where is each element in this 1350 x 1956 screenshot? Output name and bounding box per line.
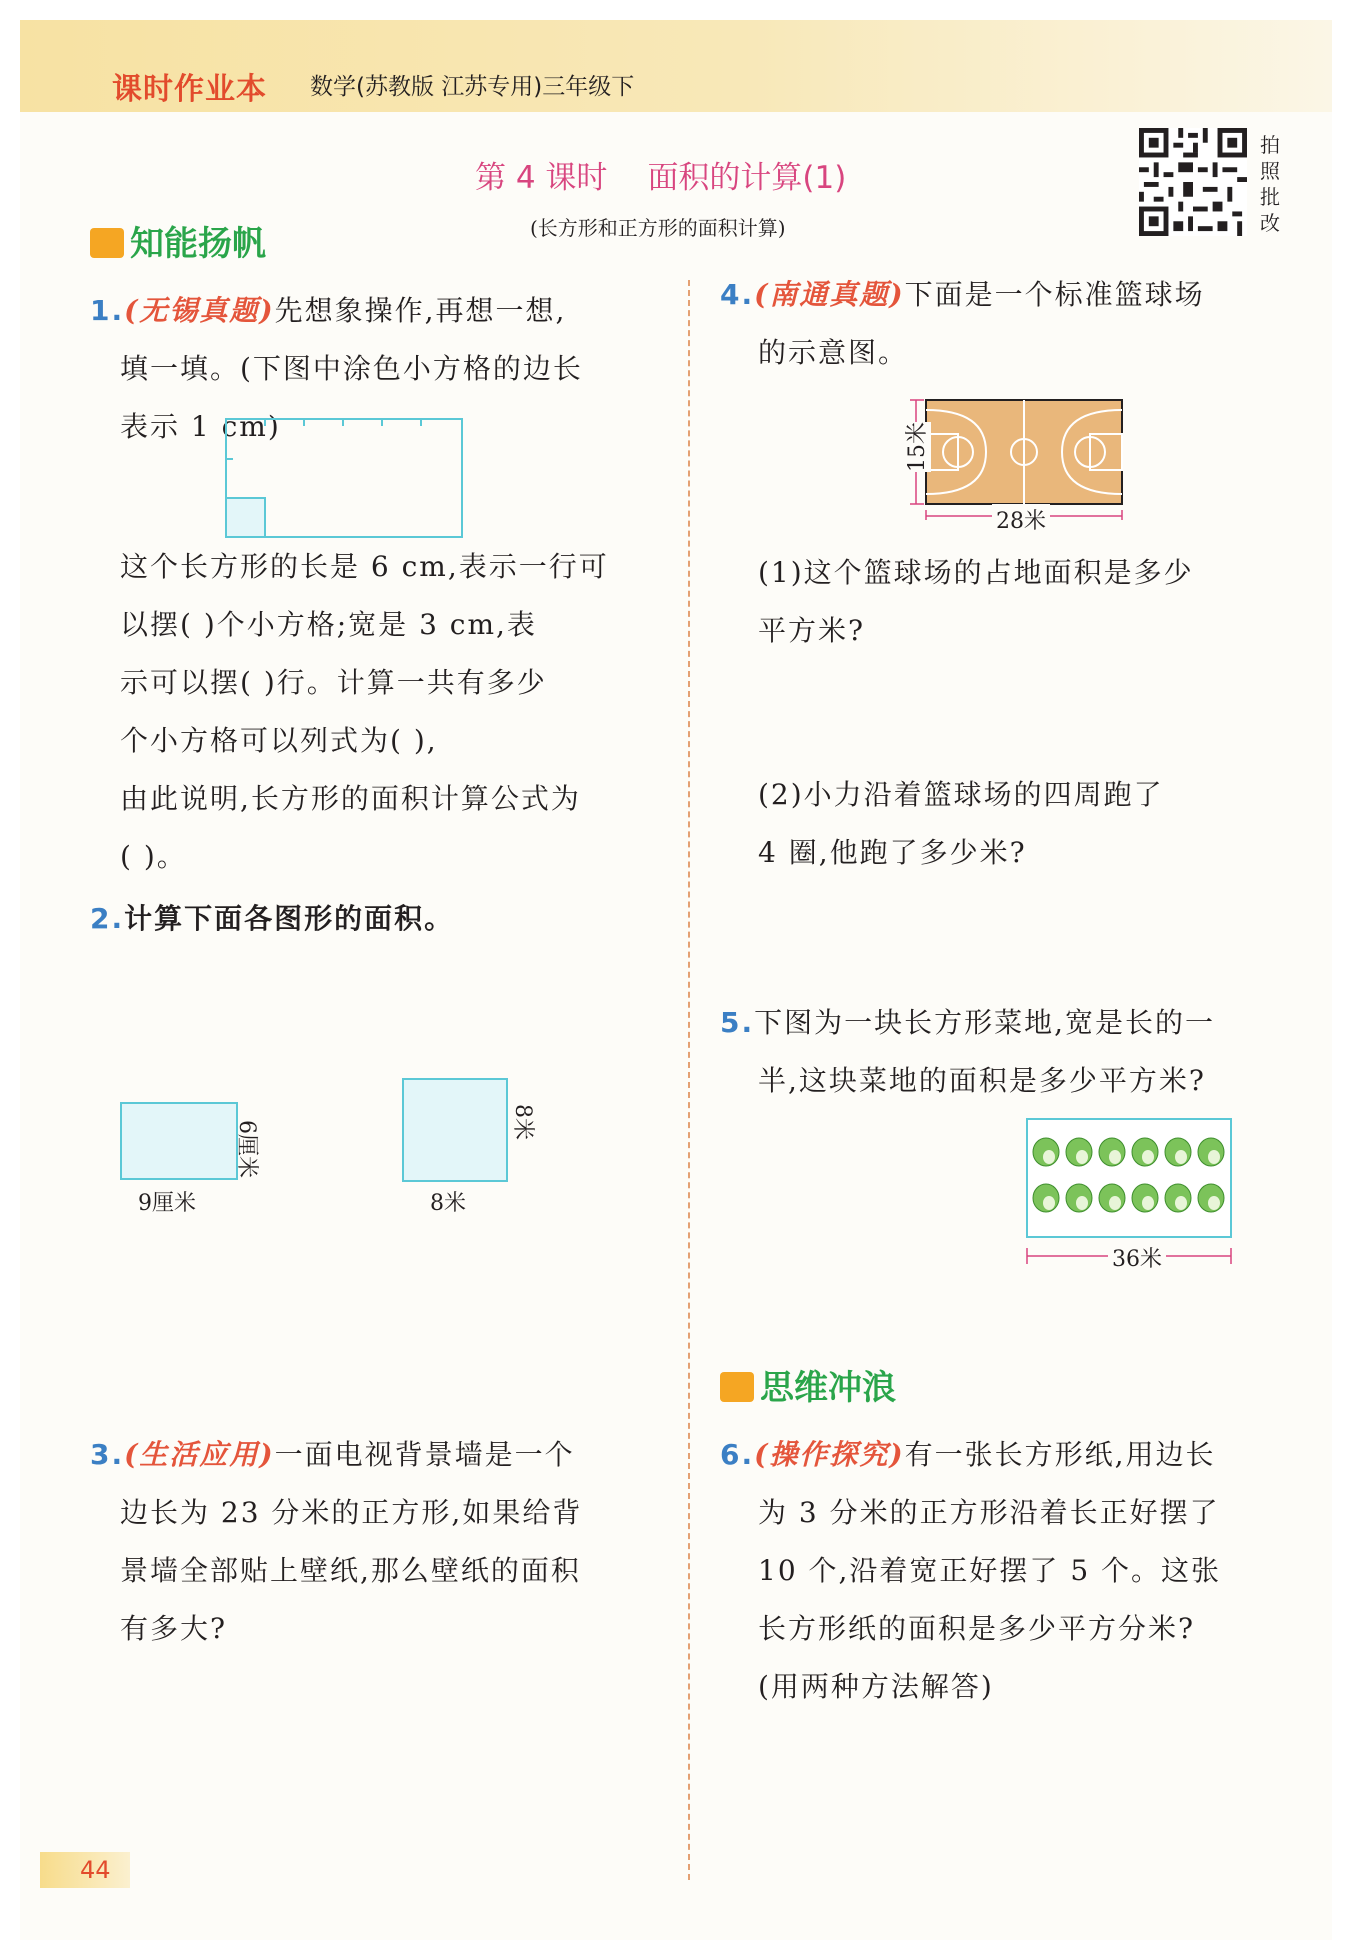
sail-icon: [90, 228, 124, 258]
q5-text-1: 下图为一块长方形菜地,宽是长的一: [754, 1006, 1216, 1039]
cabbage-icon: [1132, 1138, 1158, 1166]
q4-sub1-line1: (1)这个篮球场的占地面积是多少: [758, 556, 1194, 589]
cabbage-icon: [1099, 1184, 1125, 1212]
q3-line4: 有多大?: [120, 1612, 228, 1645]
q1-tag: (无锡真题): [124, 294, 275, 327]
q1-line9: ( )。: [120, 840, 187, 873]
q5-number: 5.: [720, 1006, 755, 1039]
qr-code-icon[interactable]: [1138, 128, 1248, 236]
q2-number: 2.: [90, 902, 125, 935]
brand-title: 课时作业本: [112, 72, 267, 107]
column-divider: [688, 280, 690, 1880]
q3-number: 3.: [90, 1438, 125, 1471]
cabbage-icon: [1165, 1184, 1191, 1212]
wave-icon: [720, 1372, 754, 1402]
q1-line2: 填一填。(下图中涂色小方格的边长: [120, 352, 583, 385]
q6-line4: 长方形纸的面积是多少平方分米?: [758, 1612, 1196, 1645]
qr-label: 拍照批改: [1260, 133, 1280, 235]
q4-line2: 的示意图。: [758, 336, 909, 369]
q4-sub2-line2: 4 圈,他跑了多少米?: [758, 836, 1027, 869]
q6-line5: (用两种方法解答): [758, 1670, 994, 1703]
lesson-subtitle: (长方形和正方形的面积计算): [530, 216, 786, 240]
q2-rectangle-figure: [120, 1102, 238, 1182]
q6-line1: [720, 1426, 1216, 1484]
section-heading-2: [720, 1360, 896, 1409]
q2-fig2-width-label: 8米: [430, 1191, 466, 1216]
q1-line8: 由此说明,长方形的面积计算公式为: [120, 782, 581, 815]
court-height-label: 15米: [900, 422, 931, 472]
q6-line2: 为 3 分米的正方形沿着长正好摆了: [758, 1496, 1220, 1529]
q1-text-1: 先想象操作,再想一想,: [274, 294, 567, 327]
lesson-number: 第 4 课时: [475, 160, 608, 196]
cabbage-icon: [1165, 1138, 1191, 1166]
q5-line2: 半,这块菜地的面积是多少平方米?: [758, 1064, 1206, 1097]
q4-sub2-line1: (2)小力沿着篮球场的四周跑了: [758, 778, 1164, 811]
book-subject: 数学(苏教版 江苏专用)三年级下: [310, 74, 635, 100]
cabbage-icon: [1033, 1184, 1059, 1212]
court-width-label: 28米: [992, 504, 1050, 535]
page-number: 44: [40, 1852, 130, 1888]
q4-text-1: 下面是一个标准篮球场: [904, 278, 1205, 311]
q3-text-1: 一面电视背景墙是一个: [274, 1438, 575, 1471]
q6-line3: 10 个,沿着宽正好摆了 5 个。这张: [758, 1554, 1222, 1587]
lesson-title: [475, 152, 846, 197]
q1-line5: 以摆( )个小方格;宽是 3 cm,表: [120, 608, 537, 641]
q1-line6: 示可以摆( )行。计算一共有多少: [120, 666, 547, 699]
page-header: [20, 20, 1332, 112]
cabbage-icon: [1099, 1138, 1125, 1166]
q3-line1: [90, 1426, 575, 1484]
q2-square-figure: [402, 1078, 508, 1182]
q6-tag: (操作探究): [754, 1438, 905, 1471]
q2-fig1-width-label: 9厘米: [138, 1191, 196, 1216]
q1-line1: [90, 282, 566, 340]
q4-sub1-line2: 平方米?: [758, 614, 866, 647]
q1-number: 1.: [90, 294, 125, 327]
section-title-1: 知能扬帆: [130, 224, 266, 264]
field-length-label: 36米: [1108, 1242, 1166, 1273]
section-heading-1: [90, 216, 266, 265]
q1-grid-figure: [225, 418, 465, 540]
q6-number: 6.: [720, 1438, 755, 1471]
q2-text: 计算下面各图形的面积。: [124, 902, 455, 935]
q3-line2: 边长为 23 分米的正方形,如果给背: [120, 1496, 583, 1529]
q4-number: 4.: [720, 278, 755, 311]
q1-line4: 这个长方形的长是 6 cm,表示一行可: [120, 550, 609, 583]
lesson-topic: 面积的计算(1): [647, 160, 847, 196]
q1-line7: 个小方格可以列式为( ),: [120, 724, 438, 757]
q3-line3: 景墙全部贴上壁纸,那么壁纸的面积: [120, 1554, 581, 1587]
cabbage-icon: [1132, 1184, 1158, 1212]
q2-fig1-height-label: 6厘米: [234, 1120, 259, 1178]
section-title-2: 思维冲浪: [760, 1368, 896, 1408]
q2-fig2-height-label: 8米: [510, 1104, 535, 1140]
workbook-page: [20, 20, 1332, 1940]
q5-line1: [720, 994, 1215, 1052]
cabbage-icon: [1066, 1184, 1092, 1212]
cabbage-icon: [1198, 1138, 1224, 1166]
q4-line1: [720, 266, 1205, 324]
q4-tag: (南通真题): [754, 278, 905, 311]
q3-tag: (生活应用): [124, 1438, 275, 1471]
cabbage-icon: [1066, 1138, 1092, 1166]
q1-line3: 表示 1 cm): [120, 410, 281, 443]
q6-text-1: 有一张长方形纸,用边长: [904, 1438, 1216, 1471]
cabbage-icon: [1198, 1184, 1224, 1212]
basketball-court-figure: [908, 380, 1148, 520]
cabbage-icon: [1033, 1138, 1059, 1166]
q2-line1: [90, 890, 454, 948]
